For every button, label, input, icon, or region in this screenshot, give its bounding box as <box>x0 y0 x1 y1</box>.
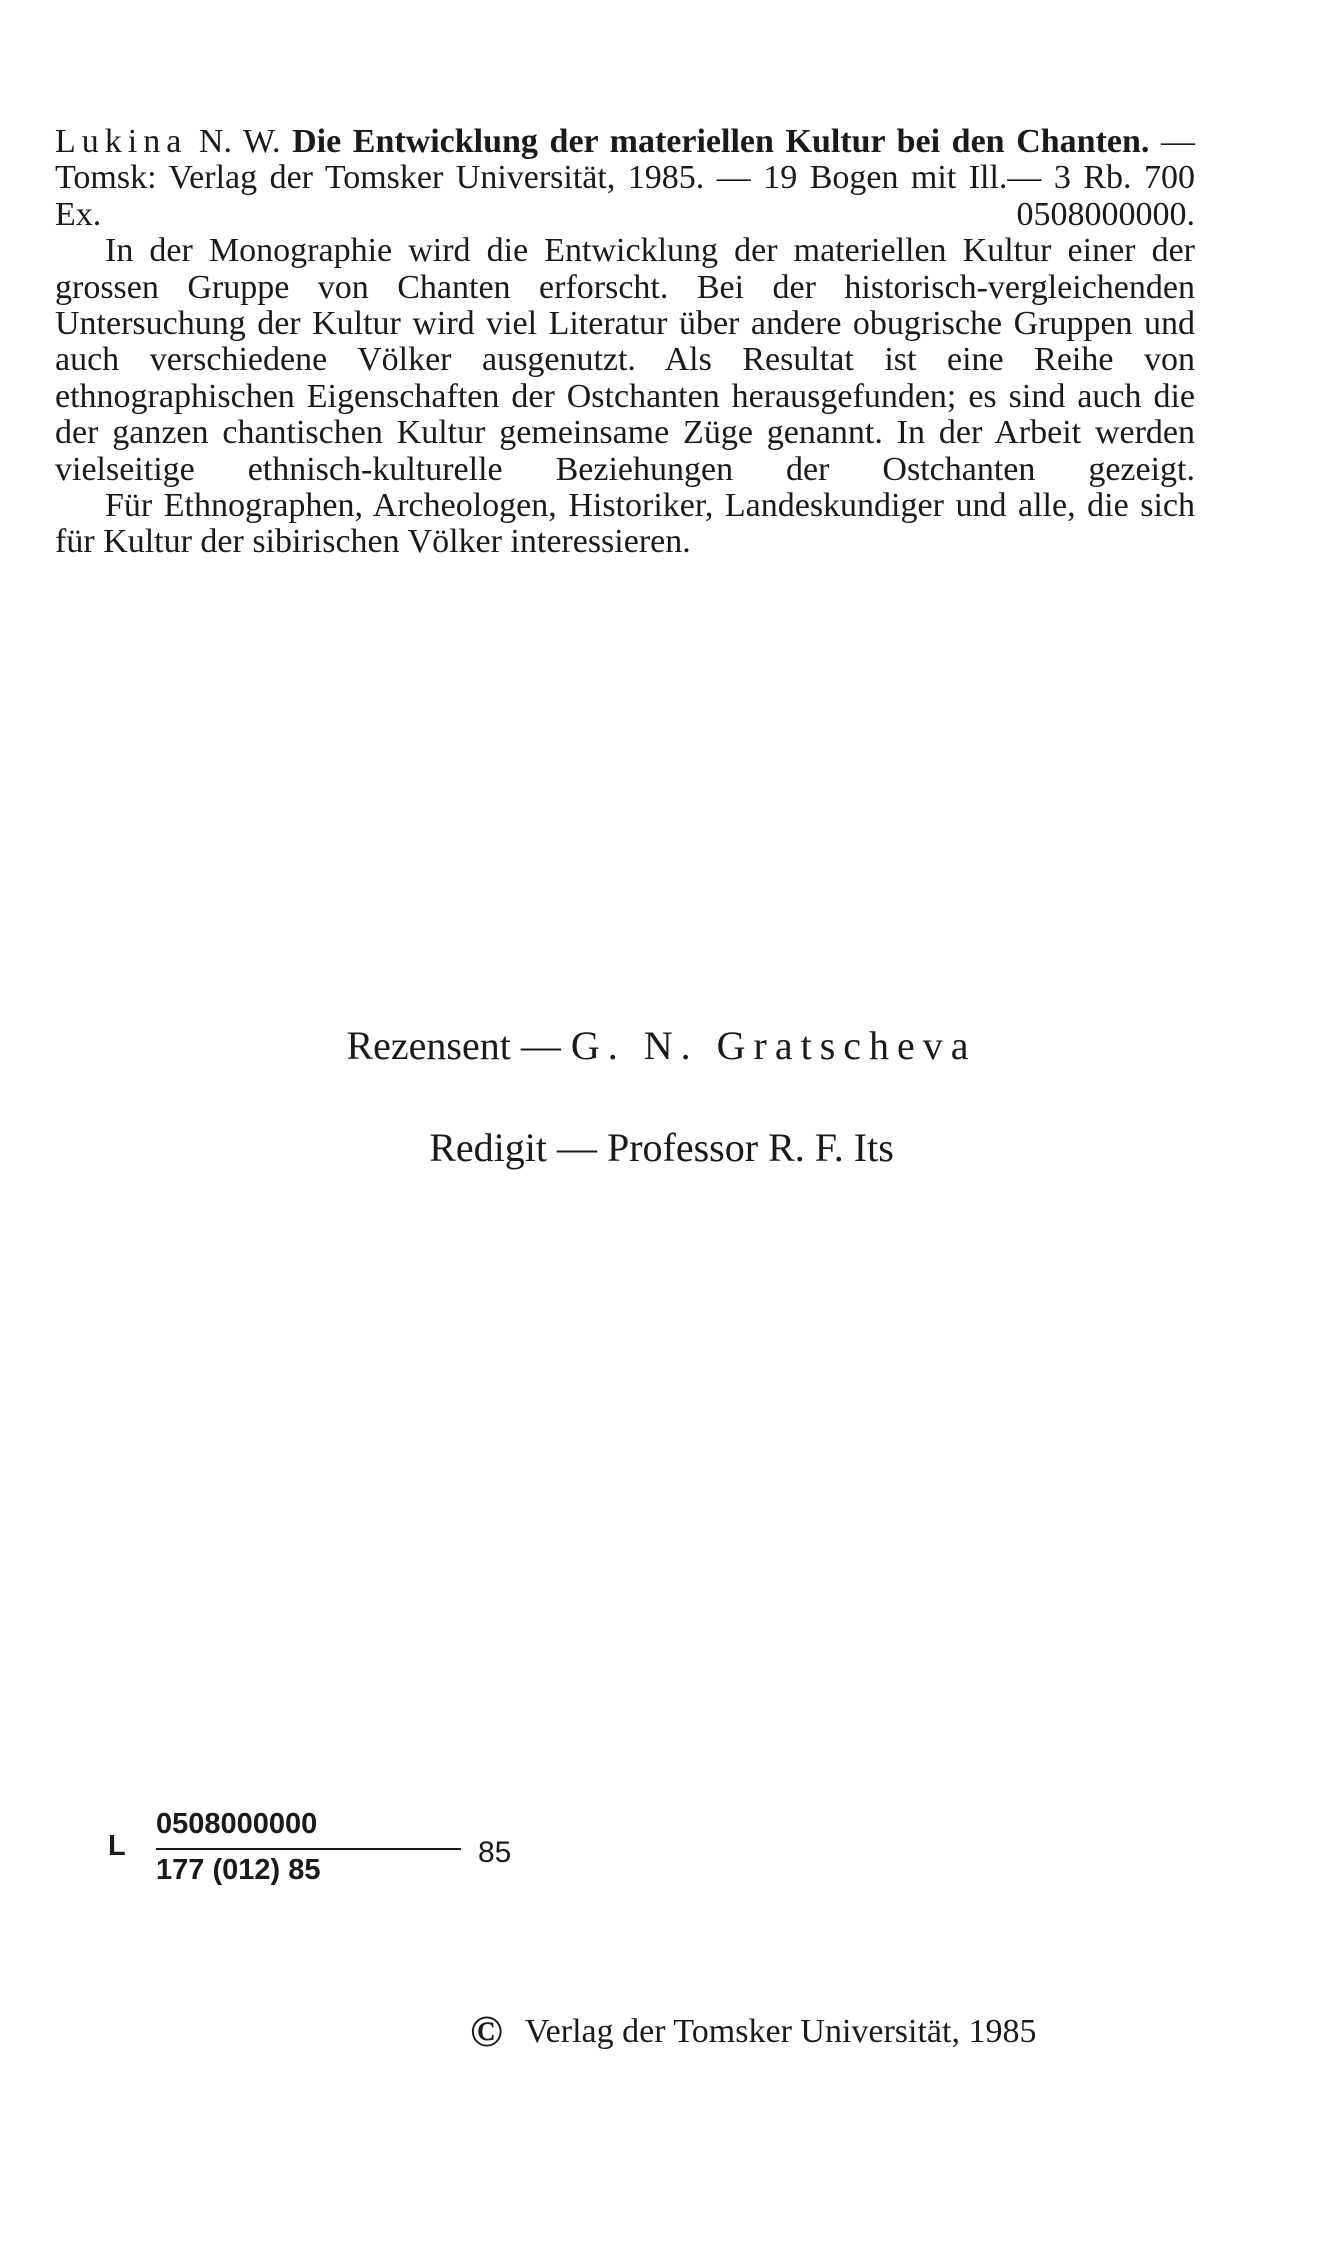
editor-line: Redigit — Professor R. F. Its <box>429 1125 894 1170</box>
reviewer-line <box>0 1022 1323 1069</box>
copyright-text: Verlag der Tomsker Universität, 1985 <box>524 2013 1037 2050</box>
publication-details: — Tomsk: Verlag der Tomsker Universität, 1985. — 19 Bogen mit Ill.— 3 Rb. 700 Ex. 0508000000. <box>55 123 1195 233</box>
reviewer-label: Rezensent — <box>346 1023 561 1068</box>
catalog-denominator: 177 (012) 85 <box>156 1854 321 1886</box>
author-initials: N. W. <box>198 123 281 160</box>
copyright-icon: © <box>470 2007 503 2056</box>
book-title: Die Entwicklung der materiellen Kultur bei den Chanten. <box>292 123 1150 160</box>
catalog-letter: L <box>108 1830 126 1862</box>
author-name: Lukina <box>55 123 188 160</box>
audience-paragraph: Für Ethnographen, Archeologen, Historiker, Landeskundiger und alle, die sich für Kultur der sibirischen Völker interessieren. <box>55 487 1195 561</box>
catalog-superscript: 85 <box>478 1836 512 1869</box>
catalog-numerator: 0508000000 <box>156 1808 318 1840</box>
abstract-block <box>55 124 1195 561</box>
copyright-line <box>470 2007 1037 2056</box>
reviewer-name: G. N. Gratscheva <box>570 1023 977 1068</box>
bibliographic-entry <box>55 124 1195 233</box>
summary-paragraph: In der Monographie wird die Entwicklung der materiellen Kultur einer der grossen Gruppe von Chanten erforscht. Bei der historisch-vergleichenden Untersuchung der Kultur wird viel Literatur über andere obugrische Gruppen und auch verschiedene Völker ausgenutzt. Als Resultat ist eine Reihe von ethnographischen Eigenschaften der Ostchanten herausgefunden; es sind auch die der ganzen chantischen Kultur gemeinsame Züge genannt. In der Arbeit werden vielseitige ethnisch-kulturelle Beziehungen der Ostchanten gezeigt. <box>55 232 1195 488</box>
fraction-bar <box>156 1848 461 1850</box>
